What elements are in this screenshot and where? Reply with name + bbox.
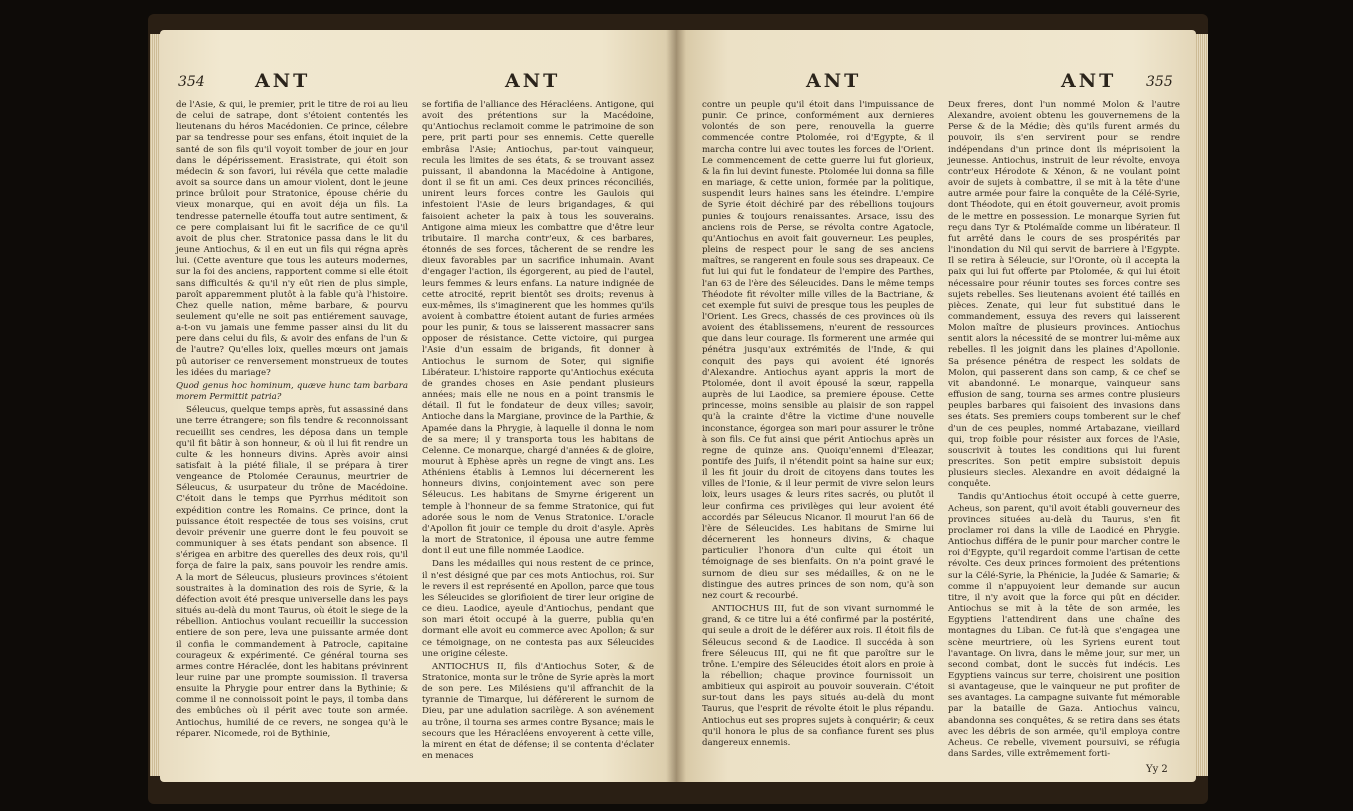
page-edges-right (1194, 34, 1208, 776)
text-column-1 (176, 100, 408, 742)
running-head: ANT (505, 70, 561, 92)
running-head: ANT (1061, 70, 1117, 92)
latin-quote: Quod genus hoc hominum, quæve hunc tam barbara morem Permittit patria? (176, 380, 408, 403)
book-gutter (666, 30, 686, 782)
signature-mark: Yy 2 (1146, 764, 1168, 775)
paragraph: Dans les médailles qui nous restent de ce prince, il n'est désigné que par ces mots Antiochus, roi. Sur le revers il est représenté en Apollon, parce que tous les Séleucides se glorifioient de tirer leur origine de ce dieu. Laodice, ayeule d'Antiochus, pendant que son mari étoit occupé à la guerre, publia qu'en dormant elle avoit eu commerce avec Apollon; & sur ce témoignage, on ne contesta pas aux Séleucides une origine céleste. (422, 559, 654, 659)
paragraph: ANTIOCHUS III, fut de son vivant surnommé le grand, & ce titre lui a été confirmé par la postérité, qui seule a droit de le déférer aux rois. Il étoit fils de Séleucus second & de Laodice. Il succéda à son frere Séleucus III, qui ne fit que paroître sur le trône. L'empire des Séleucides étoit alors en proie à la rébellion; chaque province fournissoit un ambitieux qui aspiroit au pouvoir souverain. C'étoit sur-tout dans les pays situés au-delà du mont Taurus, que l'esprit de révolte étoit le plus répandu. Antiochus eut ses propres sujets à conquérir; & ceux qu'il honora le plus de sa confiance furent ses plus dangereux ennemis. (702, 604, 934, 748)
paragraph: Tandis qu'Antiochus étoit occupé à cette guerre, Acheus, son parent, qu'il avoit établi gouverneur des provinces situées au-delà du Taurus, s'en fit proclamer roi dans la ville de Laodicé en Phrygie. Antiochus différa de le punir pour marcher contre le roi d'Egypte, qu'il regardoit comme l'artisan de cette révolte. Ces deux princes formoient des prétentions sur la Célé-Syrie, la Phénicie, la Judée & Samarie; & comme il n'appuyoient leur demande sur aucun titre, il n'y avoit que la force qui pût en décider. Antiochus se mit à la tête de son armée, les Egyptiens l'attendirent dans une chaîne des montagnes du Liban. Ce fut-là que s'engagea une scène meurtriere, où les Syriens eurent tout l'avantage. On livra, dans le même jour, sur mer, un second combat, dont le succès fut indécis. Les Egyptiens vaincus sur terre, choisirent une position si avantageuse, que le vainqueur ne put profiter de ses avantages. La campagne suivante fut mémorable par la bataille de Gaza. Antiochus vaincu, abandonna ses conquêtes, & se retira dans ses états avec les débris de son armée, qu'il employa contre Acheus. Ce rebelle, vivement poursuivi, se réfugia dans Sardes, ville extrêmement forti- (948, 492, 1180, 760)
paragraph: ANTIOCHUS II, fils d'Antiochus Soter, & de Stratonice, monta sur le trône de Syrie après la mort de son pere. Les Milésiens qu'il affranchit de la tyrannie de Timarque, lui déférerent le surnom de Dieu, par une adulation sacrilège. A son avénement au trône, il tourna ses armes contre Bysance; mais le secours que les Héracléens envoyerent à cette ville, la mirent en état de défense; il se contenta d'éclater en menaces (422, 661, 655, 762)
right-page (676, 30, 1196, 782)
running-head: ANT (255, 70, 311, 92)
page-number: 354 (178, 74, 205, 90)
page-number: 355 (1146, 74, 1173, 90)
paragraph: Deux freres, dont l'un nommé Molon & l'autre Alexandre, avoient obtenu les gouvernemens de la Perse & de la Médie; dès qu'ils furent armés du pouvoir, ils s'en servirent pour se rendre indépendans d'un prince dont ils méprisoient la jeunesse. Antiochus, instruit de leur révolte, envoya contr'eux Hérodote & Xénon, & ne voulant point avoir de sujets à combattre, il se mit à la tête d'une autre armée pour faire la conquête de la Célé-Syrie, dont Théodote, qui en étoit gouverneur, avoit promis de le mettre en possession. Le monarque Syrien fut reçu dans Tyr & Ptolémaïde comme un libérateur. Il fut arrêté dans le cours de ses prospérités par l'inondation du Nil qui servit de barriere à l'Egypte. Il se retira à Séleucie, sur l'Oronte, où il accepta la paix qui lui fut offerte par Ptolomée, & qui lui étoit nécessaire pour réunir toutes ses forces contre ses sujets rebelles. Ses lieutenans avoient été taillés en pièces. Zenate, qui leur fut substitué dans le commandement, essuya des revers qui laisserent Molon maître de plusieurs provinces. Antiochus sentit alors la nécessité de se montrer lui-même aux rebelles. Il les joignit dans les plaines d'Apollonie. Sa présence pénétra de respect les soldats de Molon, qui passerent dans son camp, & ce chef se vit abandonné. Le monarque, vainqueur sans effusion de sang, tourna ses armes contre plusieurs peuples barbares qui faisoient des invasions dans ses états. Ses premiers coups tomberent sur le chef d'un de ces peuples, nommé Artabazane, vieillard qui, trop foible pour résister aux forces de l'Asie, souscrivit à toutes les conditions qui lui furent prescrites. Son petit empire subsistoit depuis plusieurs siecles. Alexandre en avoit dédaigné la conquête. (948, 100, 1180, 490)
running-head: ANT (806, 70, 862, 92)
paragraph: Séleucus, quelque temps après, fut assassiné dans une terre étrangere; son fils tendre & reconnoissant recueillit ses cendres, les déposa dans un temple qu'il fit bâtir à son honneur, & où il lui fit rendre un culte & les honneurs divins. Après avoir ainsi satisfait à la piété filiale, il se prépara à tirer vengeance de Ptolomée Ceraunus, meurtrier de Séleucus, & usurpateur du trône de Macédoine. C'étoit dans le temps que Pyrrhus méditoit son expédition contre les Romains. Ce prince, dont la puissance étoit respectée de tous ses voisins, crut devoir prévenir une guerre dont le feu pouvoit se communiquer à ses états pendant son absence. Il s'érigea en arbitre des querelles des deux rois, qu'il força de faire la paix, sans pouvoir les rendre amis. A la mort de Séleucus, plusieurs provinces s'étoient soustraites à la domination des rois de Syrie, & la défection avoit été presque universelle dans les pays situés au-delà du mont Taurus, où étoit le siege de la rébellion. Antiochus voulant recueillir la succession entiere de son pere, leva une puissante armée dont il confia le commandement à Patrocle, capitaine courageux & expérimenté. Ce général tourna ses armes contre Héraclée, dont les habitans prévinrent leur ruine par une prompte soumission. Il traversa ensuite la Phrygie pour entrer dans la Bythinie; & comme il ne connoissoit point le pays, il tomba dans des embûches où il périt avec toute son armée. Antiochus, humilié de ce revers, ne songea qu'à le réparer. Nicomede, roi de Bythinie, (176, 405, 408, 739)
text-column-2 (422, 100, 654, 764)
text-column-2 (948, 100, 1180, 762)
text-column-1 (702, 100, 934, 751)
paragraph: se fortifia de l'alliance des Héracléens. Antigone, qui avoit des prétentions sur la Macédoine, qu'Antiochus reclamoit comme le patrimoine de son pere, prit parti pour ses ennemis. Cette querelle embrâsa l'Asie; Antiochus, par-tout vainqueur, recula les limites de ses états, & se trouvant assez puissant, il abandonna la Macédoine à Antigone, dont il se fit un ami. Ces deux princes réconciliés, unirent leurs forces contre les Gaulois qui infestoient l'Asie de leurs brigandages, & qui faisoient acheter la paix à tous les souverains. Antigone aima mieux les combattre que d'être leur tributaire. Il marcha contr'eux, & ces barbares, étonnés de ses forces, tâcherent de se rendre les dieux favorables par un sacrifice inhumain. Avant d'engager l'action, ils égorgerent, au pied de l'autel, leurs femmes & leurs enfans. La nature indignée de cette atrocité, reprit bientôt ses droits; revenus à eux-mêmes, ils s'imaginerent que les hommes qu'ils avoient à combattre étoient autant de furies armées pour les punir, & tous se laisserent massacrer sans opposer de résistance. Cette victoire, qui purgea l'Asie d'un essaim de brigands, fit donner à Antiochus le surnom de Soter, qui signifie Libérateur. L'histoire rapporte qu'Antiochus exécuta de grandes choses en Asie pendant plusieurs années; mais elle ne nous en a point transmis le détail. Il fut le fondateur de deux villes; savoir, Antioche dans la Margiane, province de la Parthie, & Apamée dans la Phrygie, à laquelle il donna le nom de sa mere; il y transporta tous les habitans de Celenne. Ce monarque, chargé d'années & de gloire, mourut à Ephèse après un regne de vingt ans. Les Athéniens établis à Lemnos lui décernerent les honneurs divins, conjointement avec son pere Séleucus. Les habitans de Smyrne érigerent un temple à l'honneur de sa femme Stratonice, qui fut adorée sous le nom de Venus Stratonice. L'oracle d'Apollon fit jouir ce temple du droit d'asyle. Après la mort de Stratonice, il épousa une autre femme dont il eut une fille nommée Laodice. (422, 100, 654, 557)
paragraph: contre un peuple qu'il étoit dans l'impuissance de punir. Ce prince, conformément aux dernieres volontés de son pere, renouvella la guerre commencée contre Ptolomée, roi d'Egypte, & il marcha contre lui avec toutes les forces de l'Orient. Le commencement de cette guerre lui fut glorieux, & la fin lui devint funeste. Ptolomée lui donna sa fille en mariage, & cette union, formée par la politique, suspendit leurs haines sans les éteindre. L'empire de Syrie étoit déchiré par des rébellions toujours punies & toujours renaissantes. Arsace, issu des anciens rois de Perse, se révolta contre Agatocle, qu'Antiochus en avoit fait gouverneur. Les peuples, pleins de respect pour le sang de ses anciens maîtres, se rangerent en foule sous ses drapeaux. Ce fut lui qui fut le fondateur de l'empire des Parthes, l'an 63 de l'ère des Séleucides. Dans le même temps Théodote fit révolter mille villes de la Bactriane, & cet exemple fut suivi de presque tous les peuples de l'Orient. Les Grecs, chassés de ces provinces où ils avoient des établissemens, n'eurent de ressources que dans leur courage. Ils formerent une armée qui pénétra jusqu'aux extrémités de l'Inde, & qui conquit des pays qui avoient été ignorés d'Alexandre. Antiochus ayant appris la mort de Ptolomée, dont il avoit épousé la sœur, rappella auprès de lui Laodice, sa premiere épouse. Cette princesse, moins sensible au plaisir de son rappel qu'à la crainte d'être la victime d'une nouvelle inconstance, égorgea son mari pour assurer le trône à son fils. Ce fut ainsi que périt Antiochus après un regne de quinze ans. Quoiqu'ennemi d'Eleazar, pontife des Juifs, il n'étendit point sa haine sur eux; il les fit jouir du droit de citoyens dans toutes les villes de l'Ionie, & il leur permit de vivre selon leurs loix, leurs usages & leurs rites sacrés, ou plutôt il leur confirma ces privilèges qui leur avoient été accordés par Séleucus Nicanor. Il mourut l'an 66 de l'ère de Séleucides. Les habitans de Smirne lui décernerent les honneurs divins, & chaque particulier l'honora d'un culte qui étoit un témoignage de ses bienfaits. On n'a point gravé le surnom de dieu sur ses médailles, & on ne le distingue des autres princes de son nom, qu'à son nez court & recourbé. (702, 100, 934, 601)
left-page (160, 30, 680, 782)
paragraph: de l'Asie, & qui, le premier, prit le titre de roi au lieu de celui de satrape, dont s'étoient contentés les lieutenans du héros Macédonien. Ce prince, célebre par sa tendresse pour ses enfans, étoit inquiet de la santé de son fils qu'il voyoit tomber de jour en jour dans le dépérissement. Erasistrate, qui étoit son médecin & son favori, lui révéla que cette maladie avoit sa source dans un amour violent, dont le jeune prince brûloit pour Stratonice, épouse chérie du vieux monarque, qui en avoit déja un fils. La tendresse paternelle étouffa tout autre sentiment, & ce pere complaisant lui fit le sacrifice de ce qu'il avoit de plus cher. Stratonice passa dans le lit du jeune Antiochus, & il en eut un fils qui régna après lui. (Cette aventure que tous les auteurs modernes, sur la foi des anciens, rapportent comme si elle étoit sans difficultés & qu'il n'y eût rien de plus simple, paroît apparemment plutôt à la fable qu'à l'histoire. Chez quelle nation, même barbare, & pourvu seulement qu'elle ne soit pas entiérement sauvage, a-t-on vu jamais une femme passer ainsi du lit du pere dans celui du fils, & avoir des enfans de l'un & de l'autre? Qu'elles loix, quelles mœurs ont jamais pû autoriser ce renversement monstrueux de toutes les idées du mariage? (176, 100, 408, 378)
